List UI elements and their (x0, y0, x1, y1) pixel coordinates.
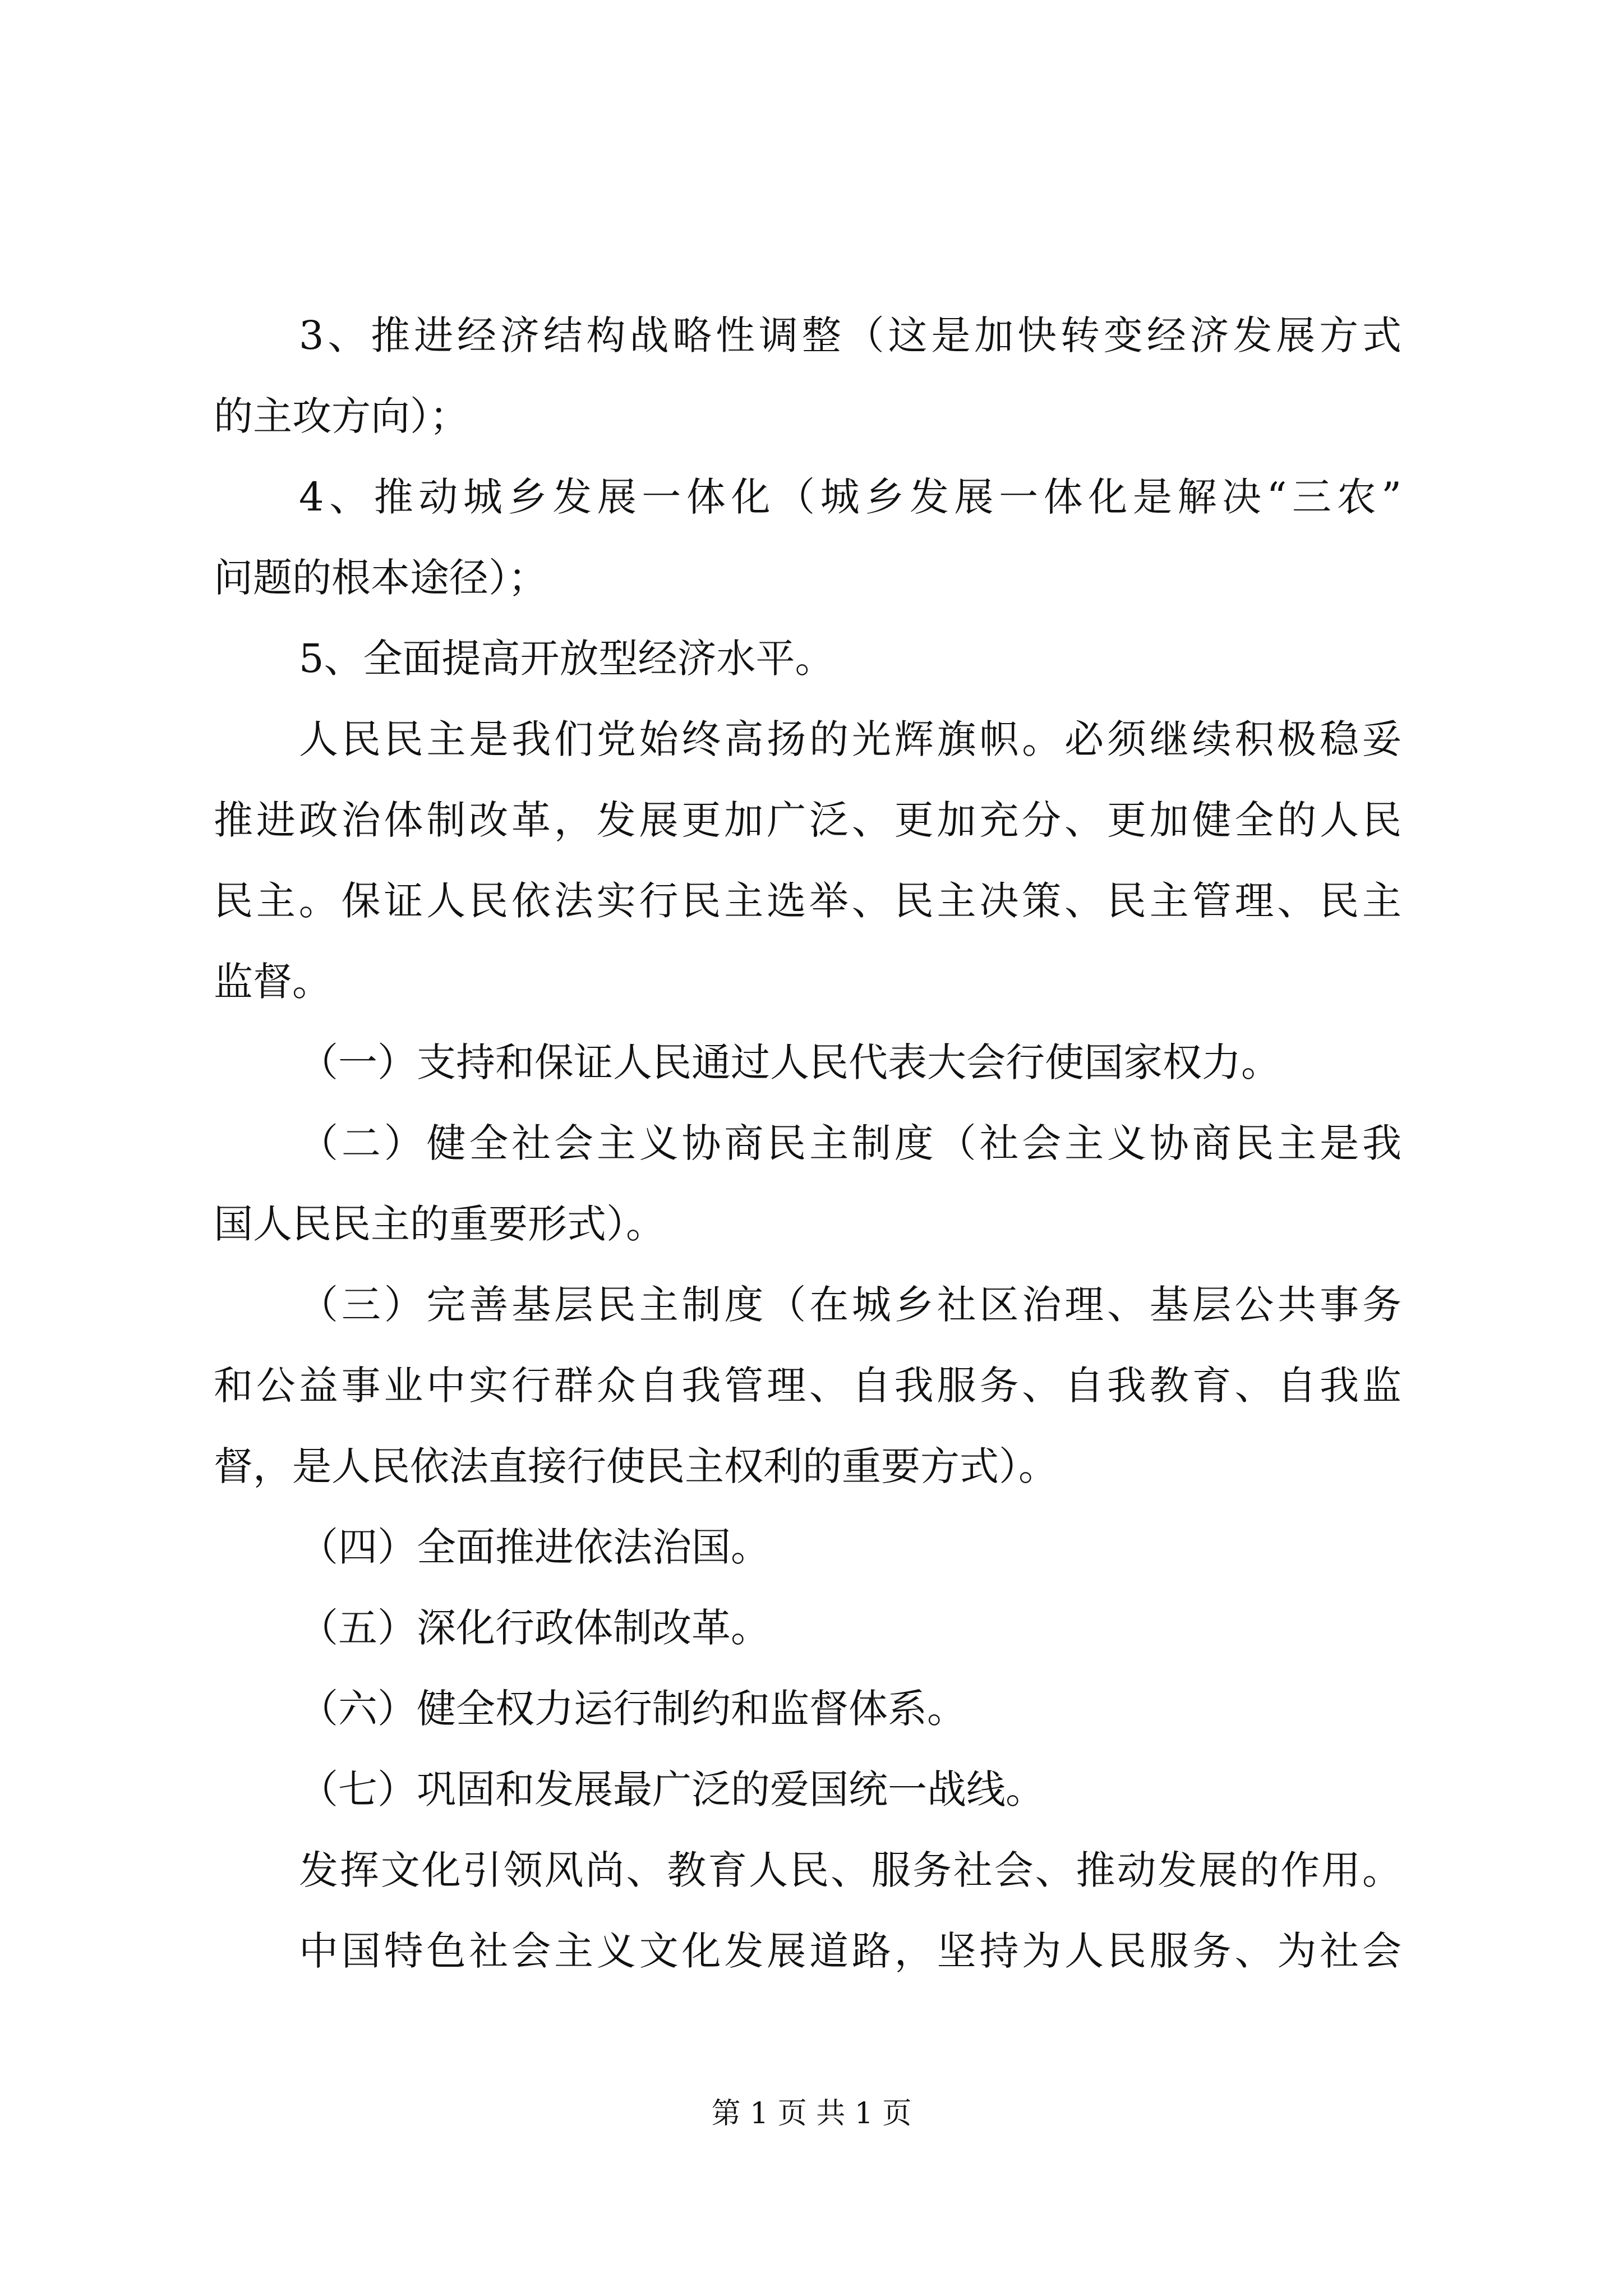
paragraph-line: 民主。保证人民依法实行民主选举、民主决策、民主管理、民主 (214, 878, 1401, 924)
paragraph (214, 457, 1401, 618)
paragraph (214, 1507, 1401, 1588)
paragraph (214, 1911, 1401, 1991)
paragraph-line: 的主攻方向）； (214, 393, 469, 439)
paragraph-line: 5、全面提高开放型经济水平。 (299, 636, 834, 682)
paragraph (214, 1830, 1401, 1911)
paragraph-line: 4、推动城乡发展一体化（城乡发展一体化是解决“三农” (299, 474, 1401, 520)
paragraph-line: （四）全面推进依法治国。 (299, 1524, 770, 1570)
paragraph-line: 问题的根本途径）； (214, 555, 547, 601)
paragraph-line: 和公益事业中实行群众自我管理、自我服务、自我教育、自我监 (214, 1363, 1401, 1409)
paragraph (214, 1749, 1401, 1830)
paragraph-line: （五）深化行政体制改革。 (299, 1605, 770, 1651)
page-number-label: 第 1 页 共 1 页 (711, 2097, 912, 2131)
paragraph (214, 618, 1401, 699)
paragraph (214, 1022, 1401, 1103)
paragraph-line: 督，是人民依法直接行使民主权利的重要方式）。 (214, 1443, 1058, 1489)
paragraph-line: 中国特色社会主义文化发展道路，坚持为人民服务、为社会 (299, 1928, 1401, 1974)
paragraph-line: （一）支持和保证人民通过人民代表大会行使国家权力。 (299, 1039, 1280, 1085)
paragraph-line: （六）健全权力运行制约和监督体系。 (299, 1686, 966, 1732)
paragraph (214, 699, 1401, 1022)
paragraph-line: （二）健全社会主义协商民主制度（社会主义协商民主是我 (299, 1120, 1401, 1166)
paragraph (214, 1264, 1401, 1507)
paragraph-line: 发挥文化引领风尚、教育人民、服务社会、推动发展的作用。 (299, 1847, 1401, 1893)
paragraph (214, 1103, 1401, 1264)
paragraph-line: （三）完善基层民主制度（在城乡社区治理、基层公共事务 (299, 1282, 1401, 1328)
paragraph-line: （七）巩固和发展最广泛的爱国统一战线。 (299, 1766, 1045, 1812)
paragraph-line: 监督。 (214, 959, 331, 1005)
paragraph-line: 3、推进经济结构战略性调整（这是加快转变经济发展方式 (299, 312, 1401, 358)
page-footer (0, 2093, 1623, 2134)
paragraph-line: 国人民民主的重要形式）。 (214, 1201, 665, 1247)
paragraph (214, 1588, 1401, 1668)
document-body (214, 295, 1401, 1991)
paragraph-line: 推进政治体制改革，发展更加广泛、更加充分、更加健全的人民 (214, 797, 1401, 843)
paragraph (214, 295, 1401, 457)
paragraph (214, 1668, 1401, 1749)
paragraph-line: 人民民主是我们党始终高扬的光辉旗帜。必须继续积极稳妥 (299, 716, 1401, 762)
